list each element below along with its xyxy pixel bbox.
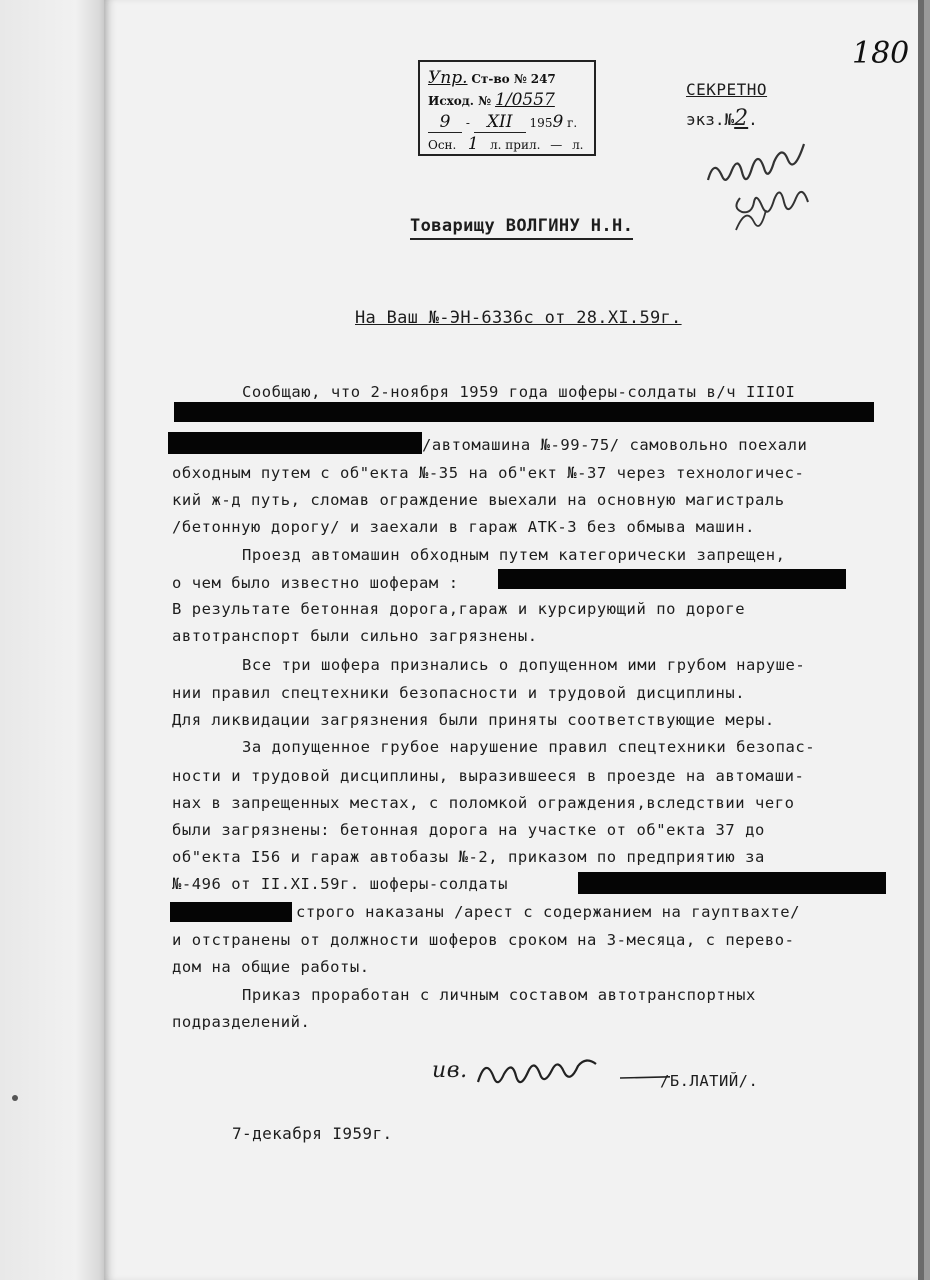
body-line-18: об"екта I56 и гараж автобазы №-2, приказом по предприятию за (172, 848, 765, 866)
redaction-bar (168, 432, 422, 454)
stamp-sheets-label: Осн. (428, 138, 457, 152)
signature-prefix: ив. (432, 1058, 468, 1083)
body-line-24: подразделений. (172, 1013, 311, 1031)
stamp-date-year-print: 195 (529, 116, 553, 130)
signer-name: /Б.ЛАТИЙ/. (660, 1072, 759, 1090)
stamp-sheets-count: 1 (460, 134, 486, 155)
body-line-19: №-496 от II.XI.59г. шоферы-солдаты (172, 875, 508, 893)
stamp-attachments-count: — (550, 138, 563, 152)
redaction-bar (578, 872, 886, 894)
stamp-outgoing-number: 1/0557 (495, 90, 555, 110)
body-line-12: нии правил спецтехники безопасности и трудовой дисциплины. (172, 684, 746, 702)
stamp-date-year-hand: 9 (552, 112, 564, 132)
page-edge (918, 0, 924, 1280)
redaction-bar (170, 902, 292, 922)
body-line-8: о чем было известно шоферам : (172, 574, 459, 592)
body-line-11: Все три шофера признались о допущенном ими грубом наруше- (242, 656, 806, 674)
body-line-7: Проезд автомашин обходным путем категорически запрещен, (242, 546, 786, 564)
body-line-14: За допущенное грубое нарушение правил спецтехники безопас- (242, 738, 816, 756)
body-line-5: кий ж-д путь, сломав ограждение выехали на основную магистраль (172, 491, 785, 509)
stamp-org-number: 247 (530, 72, 556, 86)
folio-number: 180 (852, 36, 910, 71)
body-line-23: Приказ проработан с личным составом автотранспортных (242, 986, 756, 1004)
classification-mark: СЕКРЕТНО (686, 80, 768, 99)
reference-line: На Ваш №-ЭН-6336с от 28.XI.59г. (355, 308, 682, 328)
body-line-4: обходным путем с об"екта №-35 на об"ект №-37 через технологичес- (172, 464, 805, 482)
body-line-16: нах в запрещенных местах, с поломкой ограждения,вследствии чего (172, 794, 795, 812)
copy-number-line: экз.№2. (686, 106, 758, 131)
stamp-date-separator: - (465, 116, 470, 130)
previous-page-edge (0, 0, 108, 1280)
body-line-13: Для ликвидации загрязнения были приняты соответствующие меры. (172, 711, 775, 729)
stamp-attachments-suffix: л. (572, 138, 584, 152)
redaction-bar (174, 402, 874, 422)
body-line-10: автотранспорт были сильно загрязнены. (172, 627, 538, 645)
body-line-6: /бетонную дорогу/ и заехали в гараж АТК-3 без обмыва машин. (172, 518, 756, 536)
registration-stamp (418, 60, 596, 156)
copy-number: 2 (734, 106, 749, 131)
stamp-org-prefix: Упр. (428, 68, 468, 88)
stamp-attachments-label: л. прил. (490, 138, 541, 152)
stamp-date-suffix: г. (567, 116, 578, 130)
redaction-bar (498, 569, 846, 589)
body-line-22: дом на общие работы. (172, 958, 370, 976)
body-line-15: ности и трудовой дисциплины, выразившееся в проезде на автомаши- (172, 767, 805, 785)
handwritten-resolution (700, 140, 830, 240)
body-line-17: были загрязнены: бетонная дорога на участке от об"екта 37 до (172, 821, 765, 839)
handwritten-signature (430, 1056, 670, 1096)
body-line-3: /автомашина №-99-75/ самовольно поехали (422, 436, 808, 454)
recipient-line: Товарищу ВОЛГИНУ Н.Н. (410, 216, 633, 240)
body-line-9: В результате бетонная дорога,гараж и курсирующий по дороге (172, 600, 746, 618)
body-line-21: и отстранены от должности шоферов сроком на 3-месяца, с перево- (172, 931, 795, 949)
stamp-date-month: XII (474, 112, 526, 133)
body-line-20: строго наказаны /арест с содержанием на гауптвахте/ (296, 903, 800, 921)
body-line-1: Сообщаю, что 2-ноября 1959 года шоферы-солдаты в/ч IIIOI (242, 383, 796, 401)
copy-label: экз.№ (686, 110, 735, 129)
stamp-org-label: Ст-во № (471, 72, 527, 86)
stamp-date-day: 9 (428, 112, 462, 133)
binding-hole (12, 1095, 18, 1101)
stamp-outgoing-label: Исход. № (428, 94, 492, 108)
document-date: 7-декабря I959г. (232, 1124, 393, 1143)
